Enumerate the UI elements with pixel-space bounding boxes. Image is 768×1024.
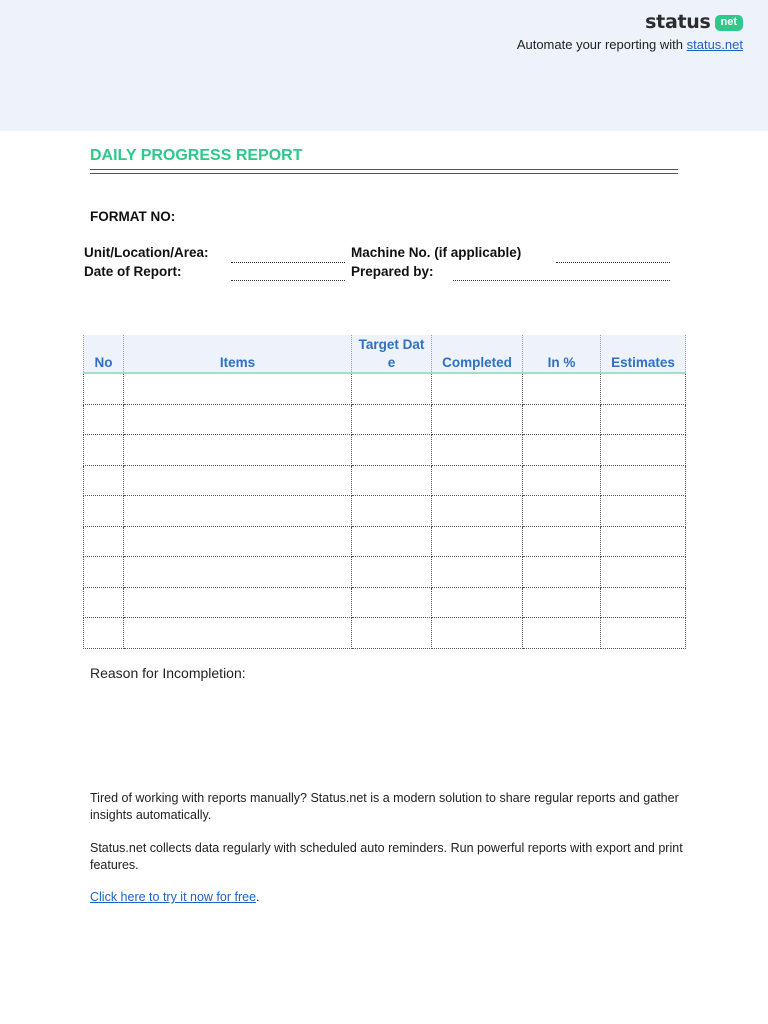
logo-wordmark: status (645, 11, 711, 33)
table-cell[interactable] (523, 587, 601, 618)
table-cell[interactable] (601, 526, 686, 557)
table-cell[interactable] (352, 557, 432, 588)
table-cell[interactable] (523, 435, 601, 466)
table-cell[interactable] (124, 587, 352, 618)
table-cell[interactable] (601, 557, 686, 588)
progress-table (83, 335, 686, 649)
column-header-estimates: Estimates (601, 335, 686, 373)
table-cell[interactable] (432, 587, 523, 618)
table-cell[interactable] (523, 404, 601, 435)
column-header-target-date: Target Date (352, 335, 432, 373)
date-of-report-field[interactable] (231, 280, 345, 281)
table-cell[interactable] (523, 373, 601, 404)
table-cell[interactable] (84, 465, 124, 496)
table-cell[interactable] (124, 526, 352, 557)
tagline-link[interactable]: status.net (686, 37, 743, 52)
table-cell[interactable] (84, 557, 124, 588)
table-row (84, 618, 686, 649)
table-header-row (84, 335, 686, 373)
table-cell[interactable] (601, 618, 686, 649)
table-cell[interactable] (432, 404, 523, 435)
tagline (517, 37, 743, 52)
table-cell[interactable] (352, 465, 432, 496)
table-cell[interactable] (523, 557, 601, 588)
table-row (84, 526, 686, 557)
table-cell[interactable] (432, 618, 523, 649)
column-header-items: Items (124, 335, 352, 373)
table-cell[interactable] (432, 557, 523, 588)
table-cell[interactable] (352, 618, 432, 649)
try-free-link[interactable]: Click here to try it now for free (90, 890, 257, 904)
unit-location-area-field[interactable] (231, 262, 345, 263)
column-header-completed: Completed (432, 335, 523, 373)
table-cell[interactable] (84, 587, 124, 618)
table-cell[interactable] (601, 496, 686, 527)
table-cell[interactable] (523, 465, 601, 496)
prepared-by-field[interactable] (453, 280, 670, 281)
table-cell[interactable] (352, 373, 432, 404)
date-of-report-label: Date of Report: (84, 264, 182, 279)
machine-no-label: Machine No. (if applicable) (351, 245, 522, 260)
table-cell[interactable] (124, 465, 352, 496)
cta-suffix: . (256, 890, 260, 904)
machine-no-field[interactable] (556, 262, 670, 263)
table-cell[interactable] (352, 526, 432, 557)
table-cell[interactable] (124, 404, 352, 435)
table-cell[interactable] (124, 373, 352, 404)
table-row (84, 404, 686, 435)
table-cell[interactable] (601, 373, 686, 404)
table-cell[interactable] (84, 526, 124, 557)
table-row (84, 557, 686, 588)
table-row (84, 587, 686, 618)
table-cell[interactable] (84, 618, 124, 649)
table-cell[interactable] (601, 465, 686, 496)
table-row (84, 465, 686, 496)
table-cell[interactable] (523, 526, 601, 557)
table-row (84, 496, 686, 527)
table-cell[interactable] (352, 587, 432, 618)
table-cell[interactable] (601, 587, 686, 618)
column-header-no: No (84, 335, 124, 373)
table-cell[interactable] (124, 496, 352, 527)
table-cell[interactable] (432, 373, 523, 404)
table-cell[interactable] (84, 404, 124, 435)
table-cell[interactable] (432, 496, 523, 527)
table-row (84, 435, 686, 466)
tagline-text: Automate your reporting with (516, 37, 687, 52)
promo-cta (90, 889, 690, 906)
reason-for-incompletion-label: Reason for Incompletion: (90, 665, 246, 681)
logo-badge: net (715, 15, 744, 31)
report-title: DAILY PROGRESS REPORT (90, 147, 303, 164)
table-cell[interactable] (601, 404, 686, 435)
table-cell[interactable] (601, 435, 686, 466)
column-header-in-percent: In % (523, 335, 601, 373)
table-cell[interactable] (124, 618, 352, 649)
prepared-by-label: Prepared by: (351, 264, 434, 279)
table-cell[interactable] (124, 435, 352, 466)
table-cell[interactable] (432, 465, 523, 496)
table-cell[interactable] (523, 496, 601, 527)
promo-paragraph-2: Status.net collects data regularly with scheduled auto reminders. Run powerful reports with export and print features. (90, 841, 683, 872)
unit-location-area-label: Unit/Location/Area: (84, 245, 209, 260)
status-net-logo[interactable] (645, 11, 743, 33)
table-cell[interactable] (432, 526, 523, 557)
table-cell[interactable] (352, 496, 432, 527)
table-cell[interactable] (352, 404, 432, 435)
title-divider (90, 169, 678, 174)
table-cell[interactable] (84, 496, 124, 527)
table-cell[interactable] (523, 618, 601, 649)
table-cell[interactable] (84, 435, 124, 466)
table-cell[interactable] (124, 557, 352, 588)
table-cell[interactable] (432, 435, 523, 466)
format-no-label: FORMAT NO: (90, 209, 176, 224)
table-row (84, 373, 686, 404)
table-cell[interactable] (84, 373, 124, 404)
table-body (84, 373, 686, 648)
promo-paragraph-1: Tired of working with reports manually? Status.net is a modern solution to share regular reports and gather insights automatically. (90, 791, 679, 822)
table-cell[interactable] (352, 435, 432, 466)
